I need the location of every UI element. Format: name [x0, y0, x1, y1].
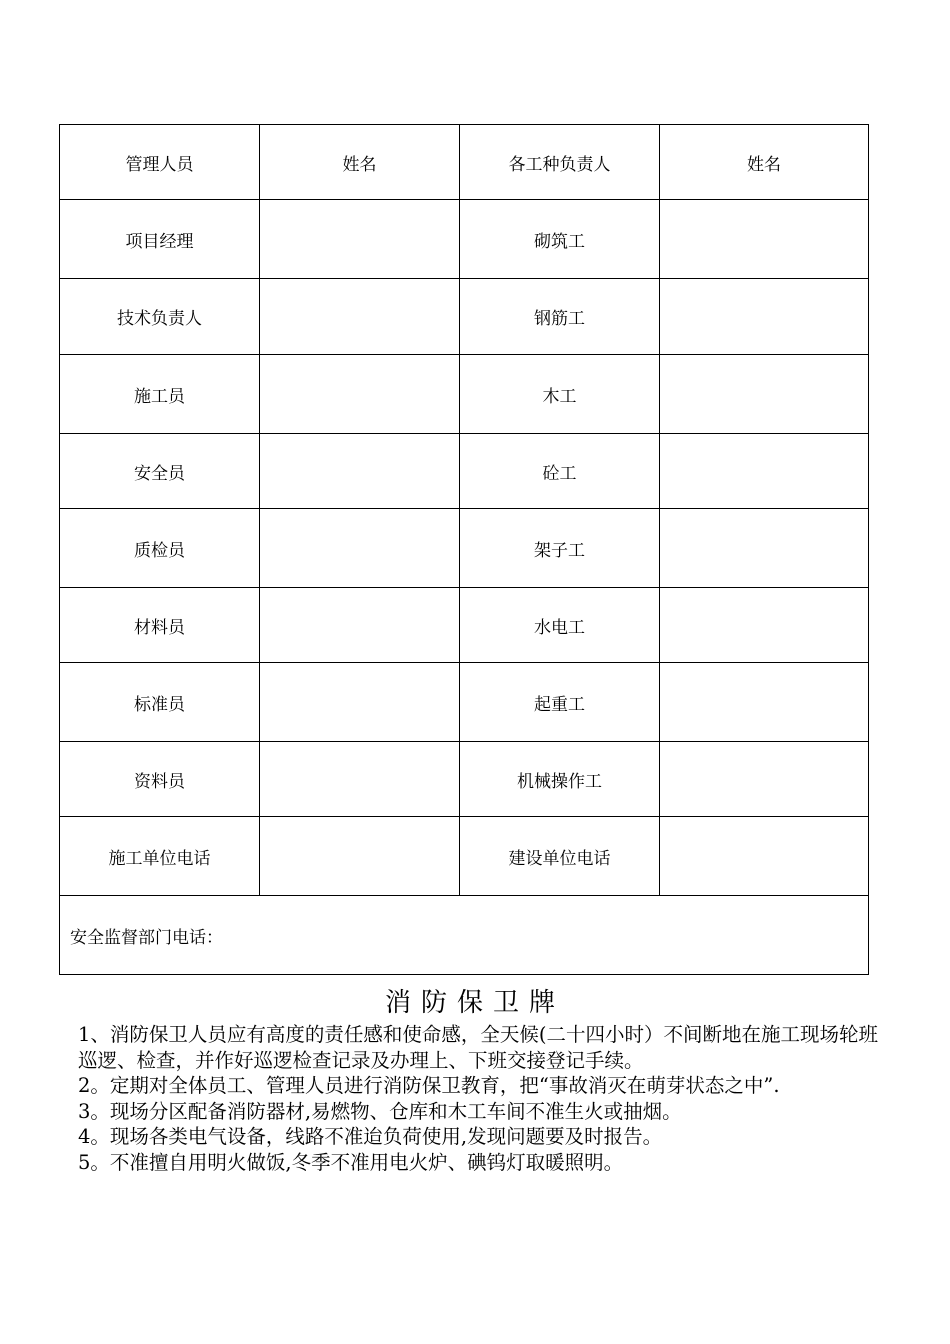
safety-supervision-phone: 安全监督部门电话：: [60, 896, 869, 975]
trade-name-cell: [660, 200, 869, 279]
header-management-staff: 管理人员: [60, 125, 260, 200]
role-name-cell: [260, 434, 460, 509]
trade-label: 起重工: [460, 663, 660, 742]
role-label: 质检员: [60, 509, 260, 588]
trade-label: 砌筑工: [460, 200, 660, 279]
role-label: 资料员: [60, 742, 260, 817]
fire-security-rules: [78, 1022, 878, 1175]
header-name: 姓名: [660, 125, 869, 200]
table-row: [60, 509, 869, 588]
trade-name-cell: [660, 817, 869, 896]
table-footer-row: [60, 896, 869, 975]
table-header-row: [60, 125, 869, 200]
trade-name-cell: [660, 355, 869, 434]
trade-label: 机械操作工: [460, 742, 660, 817]
role-name-cell: [260, 663, 460, 742]
role-label: 施工单位电话: [60, 817, 260, 896]
role-name-cell: [260, 817, 460, 896]
role-name-cell: [260, 509, 460, 588]
table-row: [60, 355, 869, 434]
table-row: [60, 588, 869, 663]
personnel-table: [59, 124, 869, 975]
rule-item: 3。现场分区配备消防器材,易燃物、仓库和木工车间不准生火或抽烟。: [78, 1099, 682, 1123]
trade-label: 建设单位电话: [460, 817, 660, 896]
role-name-cell: [260, 588, 460, 663]
trade-name-cell: [660, 279, 869, 355]
trade-label: 水电工: [460, 588, 660, 663]
role-label: 施工员: [60, 355, 260, 434]
table-row: [60, 663, 869, 742]
trade-name-cell: [660, 434, 869, 509]
trade-name-cell: [660, 742, 869, 817]
trade-label: 钢筋工: [460, 279, 660, 355]
header-trade-leads: 各工种负责人: [460, 125, 660, 200]
trade-label: 木工: [460, 355, 660, 434]
table-row: [60, 434, 869, 509]
role-label: 标准员: [60, 663, 260, 742]
fire-security-sign-title: 消防保卫牌: [384, 988, 565, 1018]
table-row: [60, 742, 869, 817]
table-row: [60, 279, 869, 355]
rule-item: 2。定期对全体员工、管理人员进行消防保卫教育，把“事故消灭在萌芽状态之中”.: [78, 1074, 780, 1097]
role-label: 技术负责人: [60, 279, 260, 355]
rule-item: 5。不准擅自用明火做饭,冬季不准用电火炉、碘钨灯取暖照明。: [78, 1150, 624, 1174]
trade-label: 架子工: [460, 509, 660, 588]
role-label: 项目经理: [60, 200, 260, 279]
table-row: [60, 817, 869, 896]
header-name: 姓名: [260, 125, 460, 200]
role-name-cell: [260, 742, 460, 817]
trade-name-cell: [660, 663, 869, 742]
trade-label: 砼工: [460, 434, 660, 509]
role-label: 安全员: [60, 434, 260, 509]
role-label: 材料员: [60, 588, 260, 663]
rule-item: 4。现场各类电气设备，线路不准迨负荷使用,发现问题要及时报告。: [78, 1125, 663, 1148]
role-name-cell: [260, 355, 460, 434]
rule-item: 1、消防保卫人员应有高度的责任感和使命感，全天候(二十四小时）不间断地在施工现场轮班巡逻、检查，并作好巡逻检查记录及办理上、下班交接登记手续。: [78, 1023, 879, 1072]
trade-name-cell: [660, 588, 869, 663]
role-name-cell: [260, 279, 460, 355]
table-row: [60, 200, 869, 279]
trade-name-cell: [660, 509, 869, 588]
role-name-cell: [260, 200, 460, 279]
